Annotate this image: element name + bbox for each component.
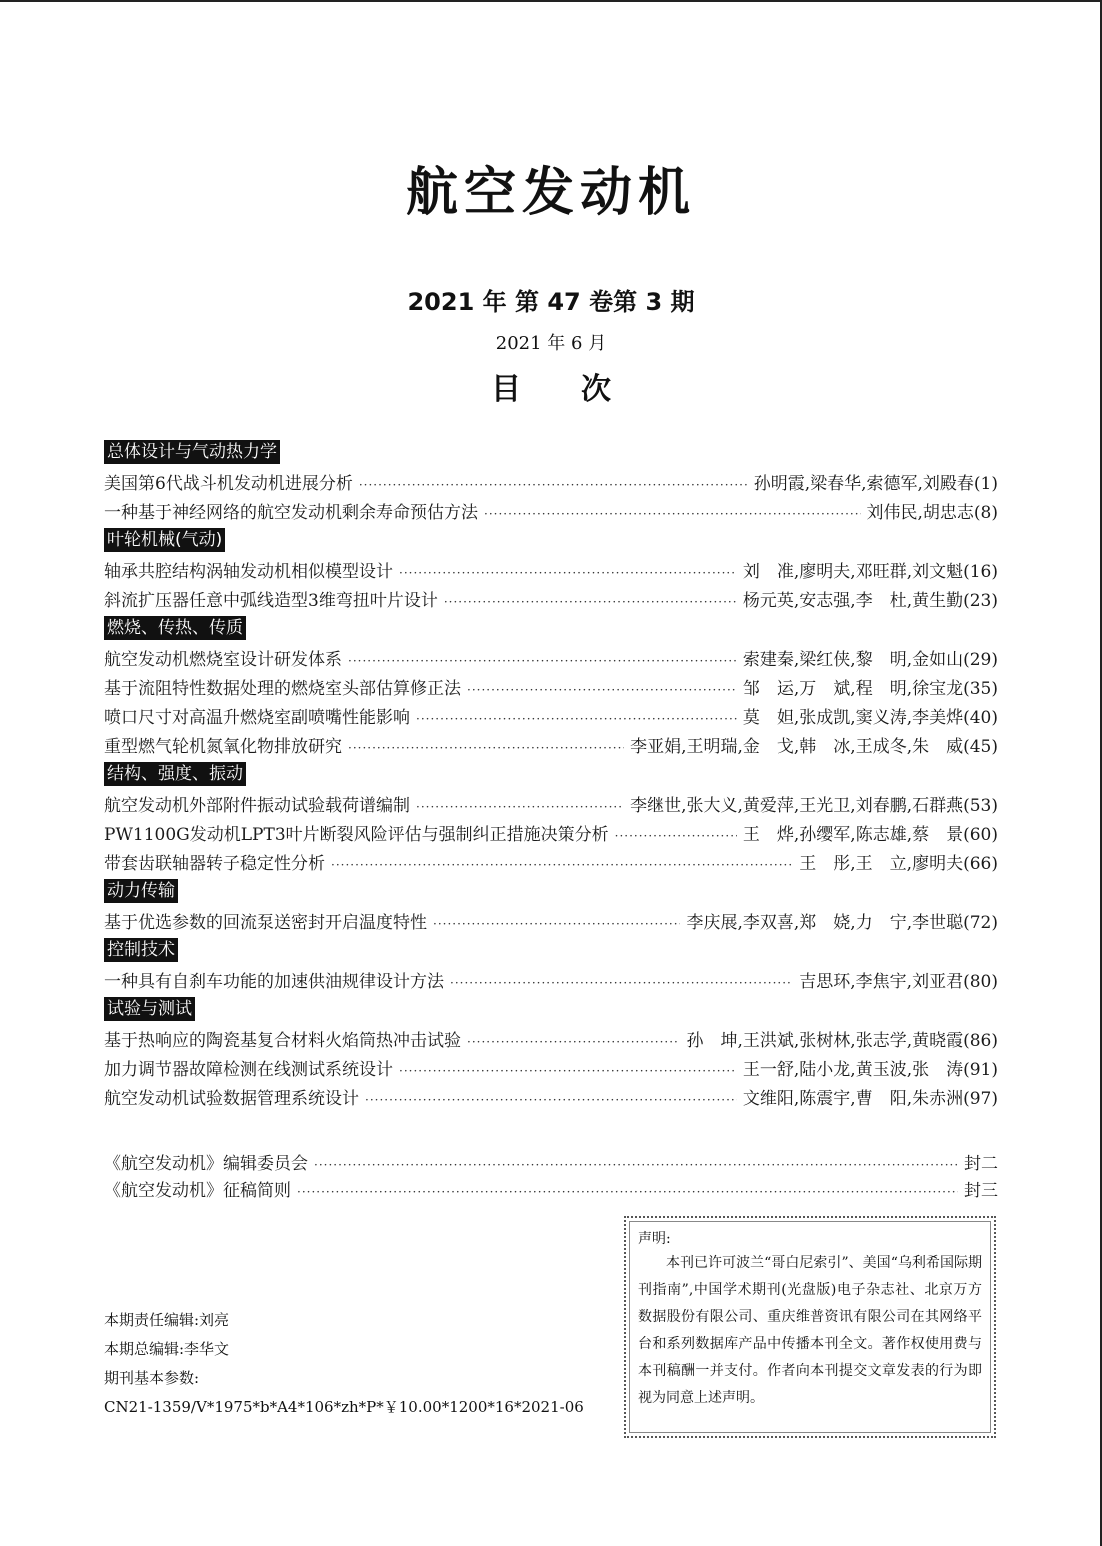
- article-entry[interactable]: [104, 1085, 998, 1114]
- publication-date: 2021 年 6 月: [495, 333, 607, 354]
- misc-entries: [104, 1151, 998, 1205]
- editorial-info: [104, 1306, 624, 1422]
- article-entry[interactable]: [104, 968, 998, 997]
- article-title: 加力调节器故障检测在线测试系统设计: [104, 1060, 393, 1080]
- article-entry[interactable]: [104, 704, 998, 733]
- misc-page: 封三: [964, 1181, 998, 1201]
- journal-title: 航空发动机: [405, 163, 696, 223]
- article-entry[interactable]: [104, 675, 998, 704]
- section-header: [104, 938, 998, 964]
- dot-leader: [484, 500, 861, 529]
- article-title: 航空发动机试验数据管理系统设计: [104, 1089, 359, 1109]
- article-authors-page: 邹 运,万 斌,程 明,徐宝龙(35): [742, 679, 998, 699]
- dot-leader: [297, 1179, 958, 1206]
- article-authors-page: 孙 坤,王洪斌,张树林,张志学,黄晓霞(86): [686, 1031, 998, 1051]
- article-title: 航空发动机燃烧室设计研发体系: [104, 650, 342, 670]
- article-authors-page: 李继世,张大义,黄爱萍,王光卫,刘春鹏,石群燕(53): [630, 796, 998, 816]
- article-entry[interactable]: [104, 733, 998, 762]
- section-header: [104, 440, 998, 466]
- section-label: 燃烧、传热、传质: [104, 616, 246, 640]
- toc-heading: 目次: [491, 372, 671, 407]
- copyright-notice: [624, 1216, 996, 1438]
- section-header: [104, 997, 998, 1023]
- article-title: 轴承共腔结构涡轴发动机相似模型设计: [104, 562, 393, 582]
- article-authors-page: 索建秦,梁红侠,黎 明,金如山(29): [742, 650, 998, 670]
- article-authors-page: 吉思环,李焦宇,刘亚君(80): [799, 972, 998, 992]
- dot-leader: [416, 793, 624, 822]
- dot-leader: [444, 588, 737, 617]
- article-entry[interactable]: [104, 821, 998, 850]
- dot-leader: [348, 647, 737, 676]
- dot-leader: [348, 734, 624, 763]
- misc-entry[interactable]: [104, 1178, 998, 1205]
- section-header: [104, 762, 998, 788]
- misc-entry[interactable]: [104, 1151, 998, 1178]
- article-title: 一种基于神经网络的航空发动机剩余寿命预估方法: [104, 503, 478, 523]
- article-title: 斜流扩压器任意中弧线造型3维弯扭叶片设计: [104, 591, 438, 611]
- dot-leader: [433, 910, 680, 939]
- article-entry[interactable]: [104, 909, 998, 938]
- dot-leader: [359, 471, 748, 500]
- section-label: 结构、强度、振动: [104, 762, 246, 786]
- chief-editor: 本期总编辑:李华文: [104, 1340, 230, 1358]
- article-authors-page: 文维阳,陈震宇,曹 阳,朱赤洲(97): [742, 1089, 998, 1109]
- section-header: [104, 879, 998, 905]
- dot-leader: [615, 822, 737, 851]
- article-title: 重型燃气轮机氮氧化物排放研究: [104, 737, 342, 757]
- article-authors-page: 李庆展,李双喜,郑 娆,力 宁,李世聪(72): [686, 913, 998, 933]
- article-title: 一种具有自刹车功能的加速供油规律设计方法: [104, 972, 444, 992]
- page-border-top: [0, 0, 1102, 2]
- notice-title: 声明:: [638, 1231, 671, 1247]
- article-authors-page: 王一舒,陆小龙,黄玉波,张 涛(91): [742, 1060, 998, 1080]
- table-of-contents: [104, 440, 998, 1114]
- article-entry[interactable]: [104, 558, 998, 587]
- article-authors-page: 王 烨,孙缨军,陈志雄,蔡 景(60): [742, 825, 998, 845]
- article-title: 美国第6代战斗机发动机进展分析: [104, 474, 353, 494]
- dot-leader: [399, 1057, 737, 1086]
- article-title: PW1100G发动机LPT3叶片断裂风险评估与强制纠正措施决策分析: [104, 825, 609, 845]
- article-entry[interactable]: [104, 1056, 998, 1085]
- dot-leader: [365, 1086, 737, 1115]
- article-authors-page: 刘 准,廖明夫,邓旺群,刘文魁(16): [742, 562, 998, 582]
- article-entry[interactable]: [104, 792, 998, 821]
- dot-leader: [467, 676, 737, 705]
- issue-info: 2021 年 第 47 卷第 3 期: [407, 288, 695, 316]
- section-label: 试验与测试: [104, 997, 195, 1021]
- article-entry[interactable]: [104, 646, 998, 675]
- article-title: 基于热响应的陶瓷基复合材料火焰筒热冲击试验: [104, 1031, 461, 1051]
- dot-leader: [399, 559, 737, 588]
- article-authors-page: 李亚娟,王明瑞,金 戈,韩 冰,王成冬,朱 威(45): [630, 737, 998, 757]
- section-label: 总体设计与气动热力学: [104, 440, 280, 464]
- dot-leader: [467, 1028, 680, 1057]
- article-title: 带套齿联轴器转子稳定性分析: [104, 854, 325, 874]
- article-authors-page: 莫 妲,张成凯,窦义涛,李美烨(40): [742, 708, 998, 728]
- section-header: [104, 528, 998, 554]
- section-label: 动力传输: [104, 879, 178, 903]
- dot-leader: [314, 1152, 958, 1179]
- section-header: [104, 616, 998, 642]
- misc-title: 《航空发动机》征稿简则: [104, 1181, 291, 1201]
- article-entry[interactable]: [104, 850, 998, 879]
- dot-leader: [450, 969, 793, 998]
- dot-leader: [416, 705, 737, 734]
- misc-title: 《航空发动机》编辑委员会: [104, 1154, 308, 1174]
- article-entry[interactable]: [104, 499, 998, 528]
- article-authors-page: 王 彤,王 立,廖明夫(66): [799, 854, 998, 874]
- params-label: 期刊基本参数:: [104, 1369, 200, 1387]
- article-authors-page: 杨元英,安志强,李 杜,黄生勤(23): [742, 591, 998, 611]
- article-authors-page: 刘伟民,胡忠志(8): [866, 503, 998, 523]
- section-label: 叶轮机械(气动): [104, 528, 225, 552]
- article-title: 基于流阻特性数据处理的燃烧室头部估算修正法: [104, 679, 461, 699]
- article-entry[interactable]: [104, 470, 998, 499]
- article-title: 基于优选参数的回流泵送密封开启温度特性: [104, 913, 427, 933]
- article-entry[interactable]: [104, 1027, 998, 1056]
- misc-page: 封二: [964, 1154, 998, 1174]
- article-authors-page: 孙明霞,梁春华,索德军,刘殿春(1): [753, 474, 998, 494]
- notice-body: 本刊已许可波兰“哥白尼索引”、美国“乌利希国际期刊指南”,中国学术期刊(光盘版)电子杂志社、北京万方数据股份有限公司、重庆维普资讯有限公司在其网络平台和系列数据库产品中传播本刊全文。著作权使用费与本刊稿酬一并支付。作者向本刊提交文章发表的行为即视为同意上述声明。: [638, 1255, 982, 1406]
- dot-leader: [331, 851, 793, 880]
- section-label: 控制技术: [104, 938, 178, 962]
- article-title: 航空发动机外部附件振动试验载荷谱编制: [104, 796, 410, 816]
- journal-params: CN21-1359/V*1975*b*A4*106*zh*P*￥10.00*1200*16*2021-06: [104, 1398, 584, 1416]
- article-title: 喷口尺寸对高温升燃烧室副喷嘴性能影响: [104, 708, 410, 728]
- article-entry[interactable]: [104, 587, 998, 616]
- responsible-editor: 本期责任编辑:刘亮: [104, 1311, 230, 1329]
